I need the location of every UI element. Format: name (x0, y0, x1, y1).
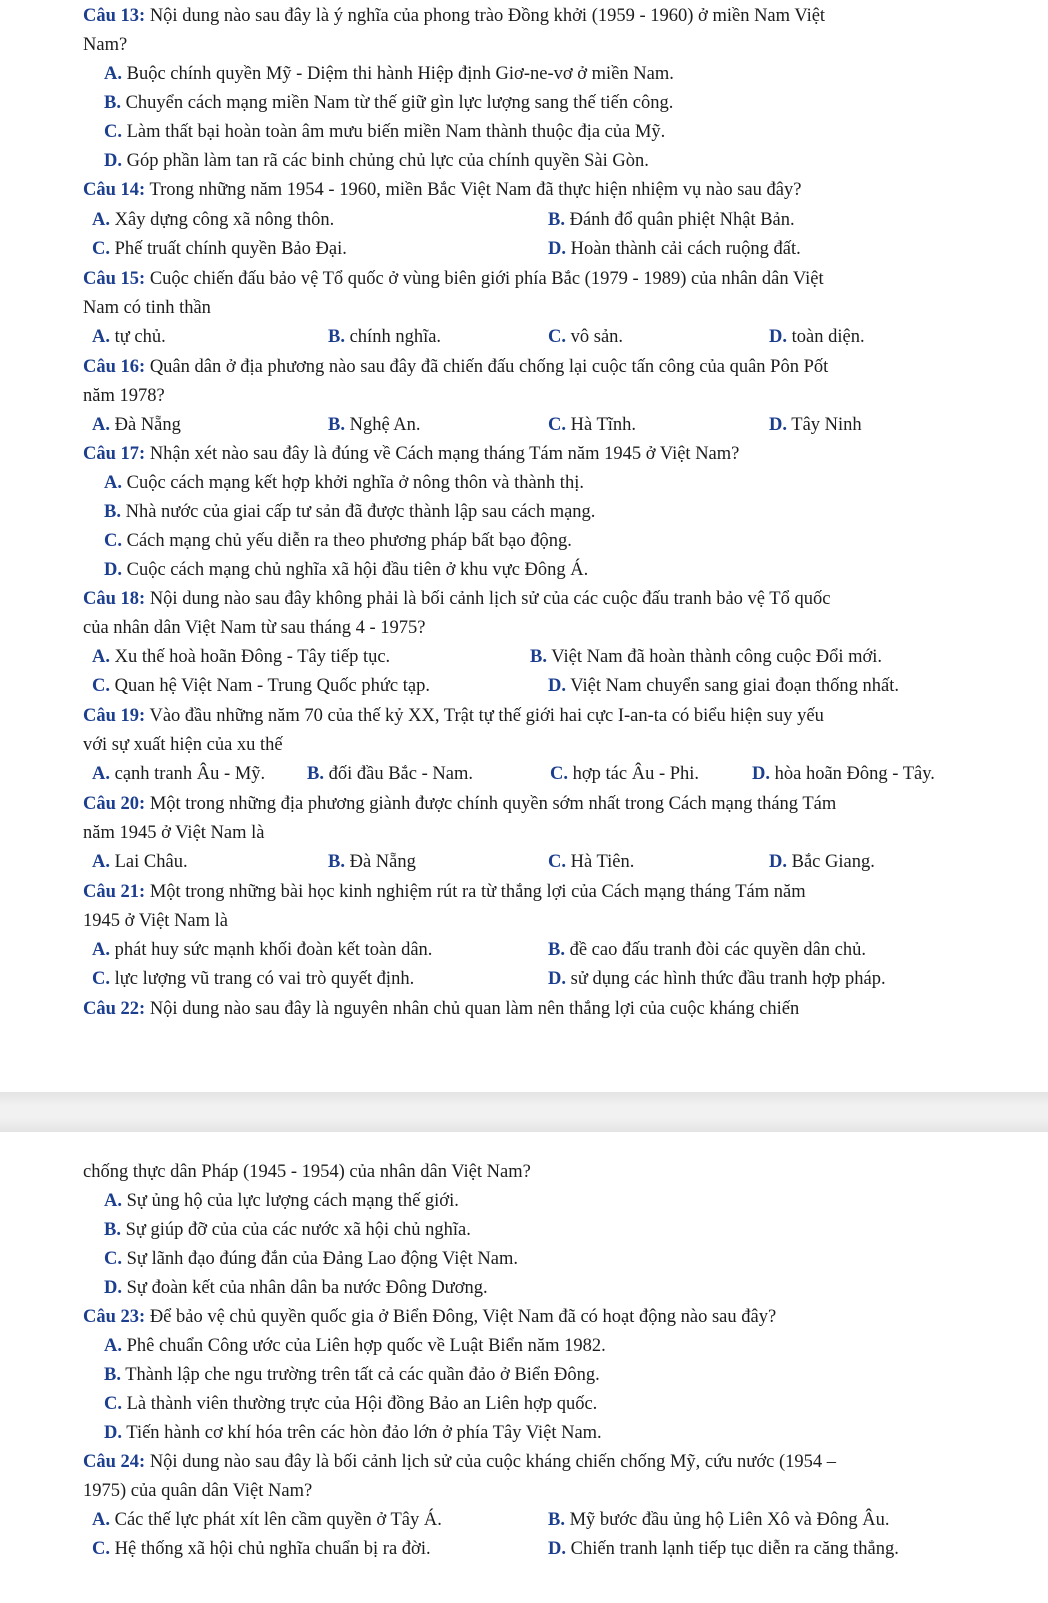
question-19-option-d[interactable] (752, 760, 935, 789)
option-letter: A. (92, 415, 110, 435)
option-letter: C. (104, 1394, 122, 1414)
option-letter: C. (104, 122, 122, 142)
question-14-option-c[interactable] (92, 235, 347, 264)
question-13-line-2: Nam? (83, 35, 128, 55)
question-14-text: Trong những năm 1954 - 1960, miền Bắc Việt Nam đã thực hiện nhiệm vụ nào sau đây? (145, 180, 802, 200)
option-letter: B. (548, 210, 565, 230)
question-20-option-d[interactable] (769, 848, 875, 877)
question-22-option-c[interactable] (104, 1245, 518, 1274)
question-18-text: Nội dung nào sau đây không phải là bối cảnh lịch sử của các cuộc đấu tranh bảo vệ Tổ quốc (145, 589, 831, 609)
option-text: Phế truất chính quyền Bảo Đại. (110, 239, 347, 259)
option-letter: B. (548, 940, 565, 960)
question-15-line-1 (83, 265, 824, 294)
question-22-option-b[interactable] (104, 1216, 471, 1245)
question-23-option-c[interactable] (104, 1390, 597, 1419)
question-14-line-1 (83, 176, 801, 205)
option-letter: B. (328, 852, 345, 872)
question-17-line-1 (83, 440, 739, 469)
option-text: Là thành viên thường trực của Hội đồng Bảo an Liên hợp quốc. (122, 1394, 598, 1414)
question-20-line-2: năm 1945 ở Việt Nam là (83, 823, 265, 843)
option-letter: D. (104, 151, 122, 171)
option-text: sử dụng các hình thức đầu tranh hợp pháp. (566, 969, 886, 989)
question-23-option-a[interactable] (104, 1332, 606, 1361)
question-18-option-d[interactable] (548, 672, 899, 701)
option-text: Việt Nam chuyển sang giai đoạn thống nhất. (566, 676, 900, 696)
question-15-option-b[interactable] (328, 323, 441, 352)
option-letter: C. (550, 764, 568, 784)
option-text: Góp phần làm tan rã các binh chủng chủ lực của chính quyền Sài Gòn. (122, 151, 649, 171)
question-13-option-b[interactable] (104, 89, 673, 118)
question-18-number: Câu 18: (83, 589, 146, 609)
option-text: Sự ủng hộ của lực lượng cách mạng thế giới. (122, 1191, 459, 1211)
option-text: Lai Châu. (110, 852, 188, 872)
question-13-number: Câu 13: (83, 6, 146, 26)
question-15-option-d[interactable] (769, 323, 865, 352)
question-13-text: Nội dung nào sau đây là ý nghĩa của phong trào Đồng khởi (1959 - 1960) ở miền Nam Việt (145, 6, 826, 26)
question-21-option-b[interactable] (548, 936, 866, 965)
question-17-option-a[interactable] (104, 469, 584, 498)
question-21-line-1 (83, 878, 806, 907)
question-14-option-b[interactable] (548, 206, 795, 235)
question-14-option-d[interactable] (548, 235, 801, 264)
question-19-option-c[interactable] (550, 760, 699, 789)
question-17-option-c[interactable] (104, 527, 572, 556)
option-letter: A. (104, 1191, 122, 1211)
question-23-option-b[interactable] (104, 1361, 600, 1390)
question-16-line-2: năm 1978? (83, 386, 165, 406)
question-20-option-b[interactable] (328, 848, 416, 877)
option-letter: C. (92, 969, 110, 989)
option-letter: A. (104, 1336, 122, 1356)
option-text: Sự giúp đỡ của của các nước xã hội chủ nghĩa. (120, 1220, 471, 1240)
option-text: Đà Nẵng (110, 415, 181, 435)
option-letter: D. (104, 560, 122, 580)
option-text: vô sản. (566, 327, 624, 347)
option-text: đối đầu Bắc - Nam. (323, 764, 473, 784)
option-letter: C. (548, 415, 566, 435)
option-text: Đà Nẵng (344, 852, 416, 872)
question-15-option-c[interactable] (548, 323, 623, 352)
question-24-line-2: 1975) của quân dân Việt Nam? (83, 1481, 313, 1501)
question-16-option-d[interactable] (769, 411, 862, 440)
question-13-option-d[interactable] (104, 147, 649, 176)
question-24-line-1 (83, 1448, 836, 1477)
option-text: hợp tác Âu - Phi. (568, 764, 700, 784)
option-text: Đánh đổ quân phiệt Nhật Bản. (564, 210, 795, 230)
question-24-number: Câu 24: (83, 1452, 146, 1472)
question-15-text: Cuộc chiến đấu bảo vệ Tổ quốc ở vùng biên giới phía Bắc (1979 - 1989) của nhân dân Việt (145, 269, 824, 289)
question-20-line-1 (83, 790, 836, 819)
option-text: Chuyển cách mạng miền Nam từ thế giữ gìn lực lượng sang thế tiến công. (120, 93, 674, 113)
question-17-text: Nhận xét nào sau đây là đúng về Cách mạng tháng Tám năm 1945 ở Việt Nam? (145, 444, 740, 464)
question-22-number: Câu 22: (83, 999, 146, 1019)
question-22-continuation: chống thực dân Pháp (1945 - 1954) của nhân dân Việt Nam? (83, 1162, 531, 1182)
question-18-option-a[interactable] (92, 643, 390, 672)
option-letter: B. (548, 1510, 565, 1530)
question-15-option-a[interactable] (92, 323, 166, 352)
option-text: Việt Nam đã hoàn thành công cuộc Đổi mới. (546, 647, 883, 667)
option-text: đề cao đấu tranh đòi các quyền dân chủ. (564, 940, 866, 960)
question-15-line-2: Nam có tinh thần (83, 298, 211, 318)
option-letter: A. (92, 852, 110, 872)
page-separator (0, 1092, 1048, 1132)
question-13-line-1 (83, 2, 825, 31)
question-14-option-a[interactable] (92, 206, 334, 235)
question-24-option-d[interactable] (548, 1535, 899, 1564)
option-text: Tiến hành cơ khí hóa trên các hòn đảo lớn ở phía Tây Việt Nam. (122, 1423, 602, 1443)
question-24-text: Nội dung nào sau đây là bối cảnh lịch sử của cuộc kháng chiến chống Mỹ, cứu nước (1954 – (145, 1452, 836, 1472)
question-23-line-1 (83, 1303, 776, 1332)
question-22-line-1 (83, 995, 799, 1024)
question-19-option-a[interactable] (92, 760, 265, 789)
option-text: Bắc Giang. (787, 852, 875, 872)
option-text: chính nghĩa. (344, 327, 442, 347)
question-17-option-d[interactable] (104, 556, 588, 585)
question-20-option-a[interactable] (92, 848, 188, 877)
question-19-option-b[interactable] (307, 760, 473, 789)
option-letter: C. (548, 327, 566, 347)
option-text: Hoàn thành cải cách ruộng đất. (566, 239, 801, 259)
question-23-number: Câu 23: (83, 1307, 146, 1327)
option-letter: B. (104, 1365, 121, 1385)
option-letter: A. (92, 764, 110, 784)
question-20-text: Một trong những địa phương giành được chính quyền sớm nhất trong Cách mạng tháng Tám (145, 794, 837, 814)
option-letter: B. (530, 647, 547, 667)
option-letter: C. (92, 676, 110, 696)
question-20-number: Câu 20: (83, 794, 146, 814)
option-letter: B. (104, 502, 121, 522)
question-24-option-a[interactable] (92, 1506, 442, 1535)
question-24-option-c[interactable] (92, 1535, 431, 1564)
option-text: lực lượng vũ trang có vai trò quyết định. (110, 969, 415, 989)
question-22-text: Nội dung nào sau đây là nguyên nhân chủ quan làm nên thắng lợi của cuộc kháng chiến (145, 999, 800, 1019)
option-text: Hà Tiên. (566, 852, 635, 872)
option-letter: D. (548, 676, 566, 696)
question-19-number: Câu 19: (83, 706, 146, 726)
option-letter: B. (328, 415, 345, 435)
question-22-option-d[interactable] (104, 1274, 488, 1303)
option-letter: D. (104, 1278, 122, 1298)
option-text: Sự lãnh đạo đúng đắn của Đảng Lao động Việt Nam. (122, 1249, 518, 1269)
question-21-option-c[interactable] (92, 965, 414, 994)
option-text: Nghệ An. (344, 415, 421, 435)
question-16-number: Câu 16: (83, 357, 146, 377)
question-22-option-a[interactable] (104, 1187, 459, 1216)
option-letter: C. (104, 1249, 122, 1269)
option-letter: B. (307, 764, 324, 784)
option-text: cạnh tranh Âu - Mỹ. (110, 764, 266, 784)
option-text: tự chủ. (110, 327, 166, 347)
question-23-text: Để bảo vệ chủ quyền quốc gia ở Biển Đông, Việt Nam đã có hoạt động nào sau đây? (145, 1307, 777, 1327)
option-letter: A. (92, 940, 110, 960)
option-letter: D. (104, 1423, 122, 1443)
question-16-text: Quân dân ở địa phương nào sau đây đã chiến đấu chống lại cuộc tấn công của quân Pôn Pốt (145, 357, 829, 377)
option-letter: B. (328, 327, 345, 347)
option-letter: D. (752, 764, 770, 784)
option-letter: A. (92, 327, 110, 347)
option-letter: D. (769, 327, 787, 347)
option-text: Thành lập che ngu trường trên tất cả các quần đảo ở Biển Đông. (120, 1365, 600, 1385)
option-text: Tây Ninh (787, 415, 862, 435)
question-21-option-a[interactable] (92, 936, 432, 965)
option-text: hòa hoãn Đông - Tây. (770, 764, 935, 784)
question-19-line-2: với sự xuất hiện của xu thế (83, 735, 283, 755)
question-21-text: Một trong những bài học kinh nghiệm rút ra từ thắng lợi của Cách mạng tháng Tám năm (145, 882, 806, 902)
question-21-option-d[interactable] (548, 965, 886, 994)
question-13-option-c[interactable] (104, 118, 665, 147)
option-text: Buộc chính quyền Mỹ - Diệm thi hành Hiệp định Giơ-ne-vơ ở miền Nam. (122, 64, 674, 84)
option-text: Hà Tĩnh. (566, 415, 637, 435)
option-letter: D. (769, 415, 787, 435)
option-letter: A. (92, 1510, 110, 1530)
question-16-line-1 (83, 353, 828, 382)
question-24-option-b[interactable] (548, 1506, 889, 1535)
option-text: Cách mạng chủ yếu diễn ra theo phương pháp bất bạo động. (122, 531, 572, 551)
option-letter: D. (548, 239, 566, 259)
question-13-option-a[interactable] (104, 60, 674, 89)
option-letter: A. (104, 64, 122, 84)
option-letter: C. (104, 531, 122, 551)
question-18-option-c[interactable] (92, 672, 430, 701)
option-text: Quan hệ Việt Nam - Trung Quốc phức tạp. (110, 676, 430, 696)
question-17-number: Câu 17: (83, 444, 146, 464)
option-text: phát huy sức mạnh khối đoàn kết toàn dân. (110, 940, 433, 960)
option-text: Cuộc cách mạng kết hợp khởi nghĩa ở nông thôn và thành thị. (122, 473, 584, 493)
question-21-line-2: 1945 ở Việt Nam là (83, 911, 229, 931)
question-18-line-2: của nhân dân Việt Nam từ sau tháng 4 - 1975? (83, 618, 426, 638)
question-21-number: Câu 21: (83, 882, 146, 902)
option-text: Xây dựng công xã nông thôn. (110, 210, 335, 230)
option-text: Xu thế hoà hoãn Đông - Tây tiếp tục. (110, 647, 391, 667)
question-19-line-1 (83, 702, 824, 731)
option-text: Các thế lực phát xít lên cầm quyền ở Tây Á. (110, 1510, 442, 1530)
question-15-number: Câu 15: (83, 269, 146, 289)
option-letter: A. (92, 210, 110, 230)
question-14-number: Câu 14: (83, 180, 146, 200)
option-text: Cuộc cách mạng chủ nghĩa xã hội đầu tiên ở khu vực Đông Á. (122, 560, 589, 580)
option-letter: C. (92, 1539, 110, 1559)
option-text: Mỹ bước đầu ủng hộ Liên Xô và Đông Âu. (564, 1510, 890, 1530)
option-letter: D. (548, 969, 566, 989)
question-20-option-c[interactable] (548, 848, 634, 877)
question-19-text: Vào đầu những năm 70 của thế kỷ XX, Trật tự thế giới hai cực I-an-ta có biểu hiện suy yếu (145, 706, 824, 726)
question-17-option-b[interactable] (104, 498, 595, 527)
option-text: Hệ thống xã hội chủ nghĩa chuẩn bị ra đời. (110, 1539, 431, 1559)
question-18-option-b[interactable] (530, 643, 882, 672)
question-16-option-a[interactable] (92, 411, 181, 440)
option-text: toàn diện. (787, 327, 865, 347)
document-page-2 (0, 1132, 1048, 1603)
question-18-line-1 (83, 585, 830, 614)
option-text: Chiến tranh lạnh tiếp tục diễn ra căng thẳng. (566, 1539, 899, 1559)
option-letter: A. (104, 473, 122, 493)
question-16-option-c[interactable] (548, 411, 636, 440)
option-letter: B. (104, 1220, 121, 1240)
option-letter: B. (104, 93, 121, 113)
option-letter: D. (769, 852, 787, 872)
question-23-option-d[interactable] (104, 1419, 602, 1448)
option-text: Nhà nước của giai cấp tư sản đã được thành lập sau cách mạng. (120, 502, 596, 522)
option-text: Sự đoàn kết của nhân dân ba nước Đông Dương. (122, 1278, 488, 1298)
option-letter: A. (92, 647, 110, 667)
option-letter: C. (92, 239, 110, 259)
option-text: Làm thất bại hoàn toàn âm mưu biến miền Nam thành thuộc địa của Mỹ. (122, 122, 666, 142)
question-16-option-b[interactable] (328, 411, 421, 440)
option-text: Phê chuẩn Công ước của Liên hợp quốc về Luật Biển năm 1982. (122, 1336, 606, 1356)
option-letter: D. (548, 1539, 566, 1559)
option-letter: C. (548, 852, 566, 872)
